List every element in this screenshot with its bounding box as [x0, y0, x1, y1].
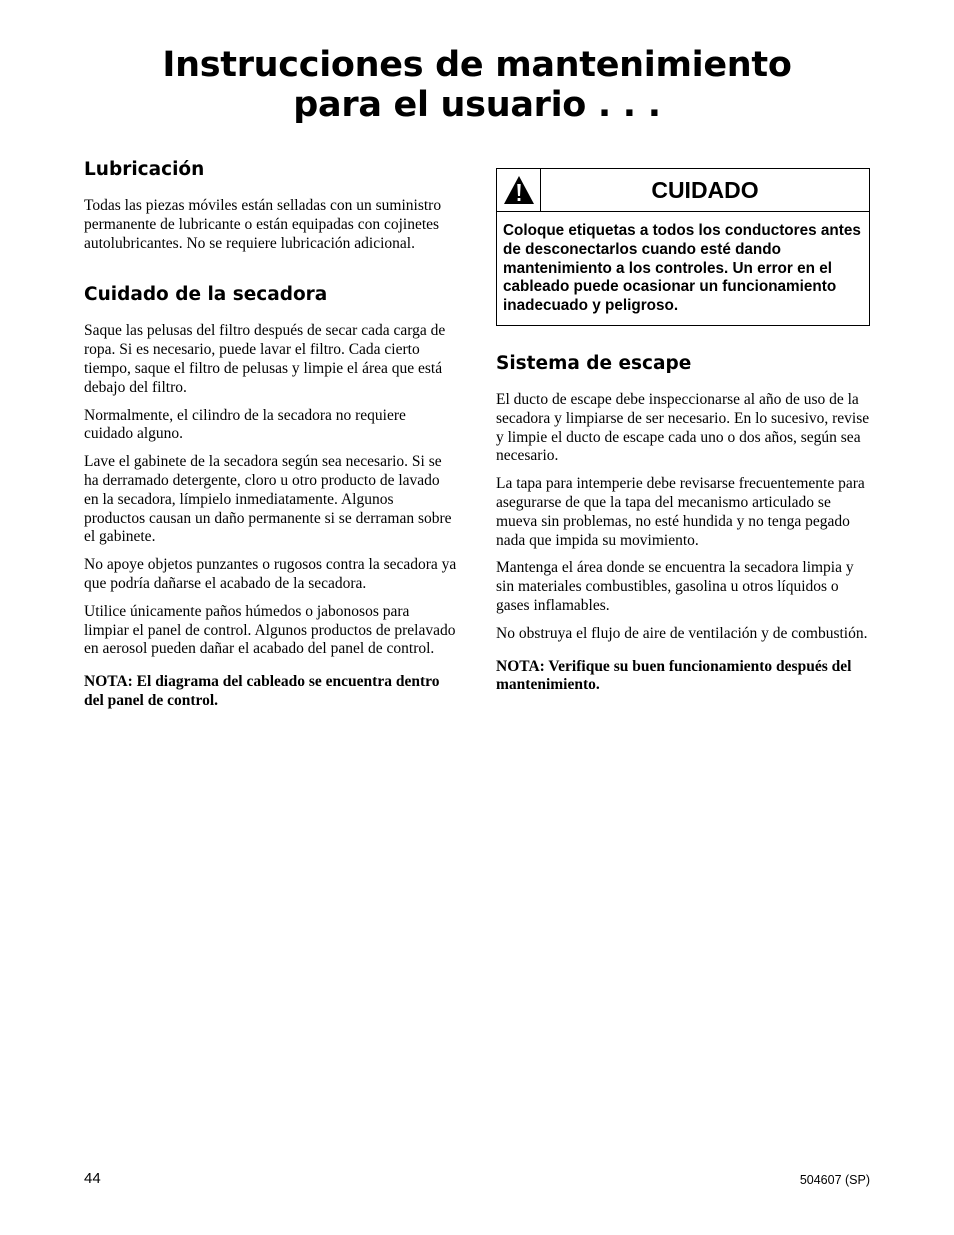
caution-box: [496, 168, 870, 326]
page-title: [0, 45, 954, 125]
dryer-care-paragraph: Normalmente, el cilindro de la secadora no requiere cuidado alguno.: [84, 406, 406, 443]
exhaust-paragraph: Mantenga el área donde se encuentra la secadora limpia y sin materiales combustibles, gasolina u otros líquidos o gases inflamables.: [496, 559, 854, 614]
exhaust-paragraph: No obstruya el flujo de aire de ventilación y de combustión.: [496, 624, 868, 642]
dryer-care-heading: Cuidado de la secadora: [84, 284, 328, 306]
page-title-line-1: Instrucciones de mantenimiento: [162, 45, 792, 85]
warning-triangle-icon: [497, 169, 541, 211]
right-column: [496, 168, 870, 704]
dryer-care-paragraph: Utilice únicamente paños húmedos o jabonosos para limpiar el panel de control. Algunos productos de prelavado en aerosol pueden dañar el acabado del panel de control.: [84, 602, 456, 658]
exhaust-paragraph: El ducto de escape debe inspeccionarse al año de uso de la secadora y limpiarse de ser necesario. En lo sucesivo, revise y limpie el ducto de escape cada uno o dos años, según sea necesario.: [496, 390, 870, 465]
maintenance-note: NOTA: Verifique su buen funcionamiento después del mantenimiento.: [496, 657, 852, 694]
exhaust-paragraph: La tapa para intemperie debe revisarse frecuentemente para asegurarse de que la tapa del mecanismo articulado se mueva sin problemas, no esté hundida y no tenga pegado nada que impida su movimiento.: [496, 475, 865, 549]
caution-header: [497, 169, 869, 212]
dryer-care-paragraph: No apoye objetos punzantes o rugosos contra la secadora ya que podría dañarse el acabado de la secadora.: [84, 556, 457, 592]
caution-text: Coloque etiquetas a todos los conductores antes de desconectarlos cuando esté dando mantenimiento a los controles. Un error en el cableado puede ocasionar un funcionamiento inadecuado y peligroso.: [503, 222, 861, 315]
wiring-diagram-note: NOTA: El diagrama del cableado se encuentra dentro del panel de control.: [84, 673, 440, 709]
dryer-care-paragraph: Saque las pelusas del filtro después de secar cada carga de ropa. Si es necesario, puede lavar el filtro. Cada cierto tiempo, saque el filtro de pelusas y limpie el área que está debajo del filtro.: [84, 322, 446, 396]
lubrication-heading: Lubricación: [84, 159, 205, 180]
lubrication-paragraph: Todas las piezas móviles están selladas con un suministro permanente de lubricante o están equipadas con cojinetes autolubricantes. No se requiere lubricación adicional.: [84, 197, 442, 252]
dryer-care-paragraph: Lave el gabinete de la secadora según sea necesario. Si se ha derramado detergente, cloro u otro producto de lavado en la secadora, límpielo inmediatamente. Algunos productos causan un daño permanente si se derraman sobre el gabinete.: [84, 453, 452, 546]
page-title-line-2: para el usuario . . .: [293, 85, 661, 125]
document-number: 504607 (SP): [799, 1173, 870, 1187]
left-column: [84, 158, 458, 720]
exhaust-heading: Sistema de escape: [496, 352, 692, 374]
page-number: 44: [84, 1170, 101, 1187]
caution-title: CUIDADO: [651, 177, 759, 203]
